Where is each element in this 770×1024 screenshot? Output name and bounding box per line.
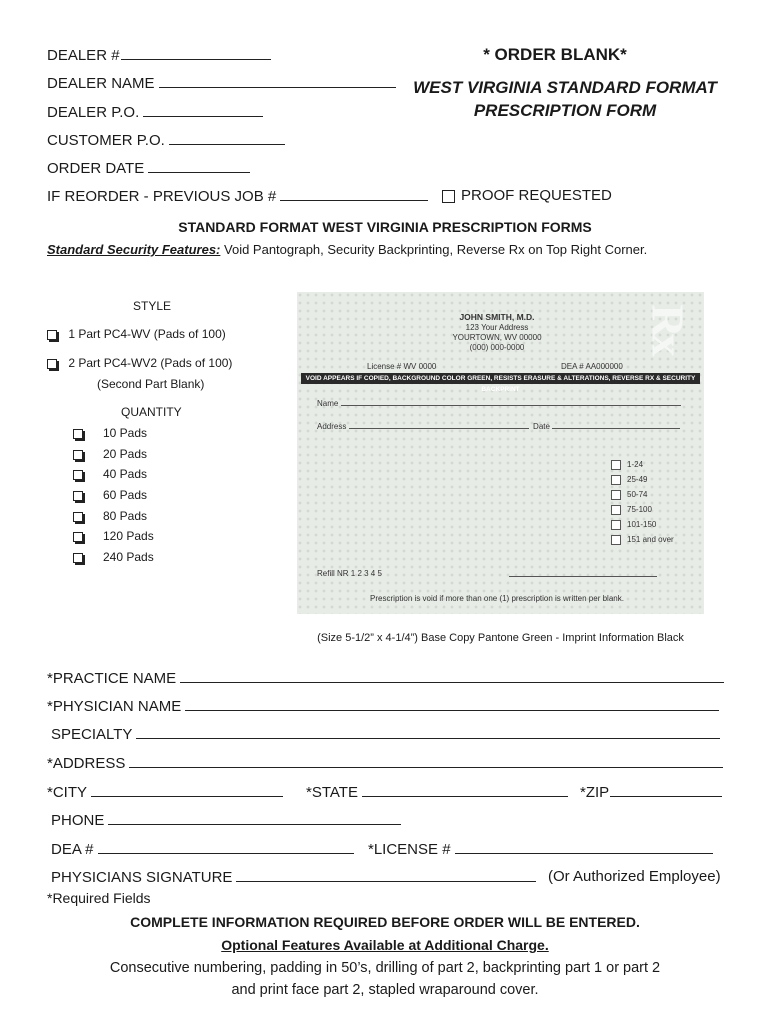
style-option-1[interactable]: 1 Part PC4-WV (Pads of 100) [47, 327, 226, 341]
sample-address1: 123 Your Address [465, 323, 529, 332]
quantity-option[interactable]: 20 Pads [73, 447, 147, 461]
specialty-field[interactable]: SPECIALTY [51, 725, 720, 743]
quantity-heading: QUANTITY [121, 405, 182, 419]
sample-address2: YOURTOWN, WV 00000 [452, 333, 542, 342]
complete-info-notice: COMPLETE INFORMATION REQUIRED BEFORE ORDER WILL BE ENTERED. [130, 914, 640, 930]
size-note: (Size 5-1/2” x 4-1/4”) Base Copy Pantone Green - Imprint Information Black [317, 632, 684, 644]
dealer-po-field[interactable]: DEALER P.O. [47, 103, 263, 121]
zip-field[interactable]: *ZIP [580, 783, 722, 801]
address-field[interactable]: *ADDRESS [47, 754, 723, 772]
range-option: 1-24 [611, 460, 643, 470]
rx-watermark: Rx [642, 304, 694, 353]
checkbox-icon [442, 190, 455, 203]
checkbox-icon [73, 491, 83, 501]
quantity-option[interactable]: 10 Pads [73, 426, 147, 440]
license-field[interactable]: *LICENSE # [368, 840, 713, 858]
dea-field[interactable]: DEA # [51, 840, 354, 858]
checkbox-icon [73, 512, 83, 522]
state-field[interactable]: *STATE [306, 783, 568, 801]
sample-void-note: Prescription is void if more than one (1) prescription is written per blank. [370, 594, 624, 603]
style-heading: STYLE [133, 299, 172, 313]
sample-refill: Refill NR 1 2 3 4 5 [317, 569, 382, 578]
authorized-note: (Or Authorized Employee) [548, 868, 721, 885]
city-field[interactable]: *CITY [47, 783, 283, 801]
sample-signature-line [509, 569, 657, 579]
sample-dea: DEA # AA000000 [561, 362, 623, 371]
practice-name-field[interactable]: *PRACTICE NAME [47, 669, 724, 687]
sample-name-line: Name [317, 398, 681, 408]
quantity-option[interactable]: 40 Pads [73, 467, 147, 481]
required-fields-note: *Required Fields [47, 890, 151, 906]
sample-address-line: Address Date [317, 421, 680, 431]
optional-features-line1: Consecutive numbering, padding in 50’s, drilling of part 2, backprinting part 1 or part 2 [109, 960, 661, 976]
order-date-field[interactable]: ORDER DATE [47, 159, 250, 177]
reorder-job-field[interactable]: IF REORDER - PREVIOUS JOB # [47, 187, 428, 205]
range-option: 50-74 [611, 490, 647, 500]
range-option: 151 and over [611, 535, 674, 545]
phone-field[interactable]: PHONE [51, 811, 401, 829]
signature-field[interactable]: PHYSICIANS SIGNATURE [51, 868, 536, 886]
customer-po-field[interactable]: CUSTOMER P.O. [47, 131, 285, 149]
checkbox-icon [73, 450, 83, 460]
range-option: 25-49 [611, 475, 647, 485]
sample-license: License # WV 0000 [367, 362, 437, 371]
optional-features-line2: and print face part 2, stapled wraparound cover. [231, 982, 539, 998]
checkbox-icon [47, 359, 57, 369]
checkbox-icon [73, 429, 83, 439]
range-option: 75-100 [611, 505, 652, 515]
order-blank-title: * ORDER BLANK* [483, 45, 627, 64]
style-note: (Second Part Blank) [97, 377, 205, 391]
security-features: Standard Security Features: Void Pantograph, Security Backprinting, Reverse Rx on Top Right Corner. [47, 242, 648, 257]
form-title-line2: PRESCRIPTION FORM [473, 101, 657, 120]
dealer-name-field[interactable]: DEALER NAME [47, 74, 396, 92]
sample-phone: (000) 000-0000 [469, 343, 525, 352]
quantity-option[interactable]: 80 Pads [73, 509, 147, 523]
style-option-2[interactable]: 2 Part PC4-WV2 (Pads of 100) [47, 356, 232, 370]
sample-prescription [297, 292, 704, 614]
physician-name-field[interactable]: *PHYSICIAN NAME [47, 697, 719, 715]
checkbox-icon [73, 553, 83, 563]
optional-features-heading: Optional Features Available at Additional Charge. [221, 937, 549, 953]
checkbox-icon [47, 330, 57, 340]
quantity-option[interactable]: 120 Pads [73, 529, 154, 543]
checkbox-icon [73, 532, 83, 542]
range-option: 101-150 [611, 520, 656, 530]
dealer-number-field[interactable]: DEALER # [47, 46, 271, 64]
form-title-line1: WEST VIRGINIA STANDARD FORMAT [413, 78, 717, 97]
security-band: VOID APPEARS IF COPIED, BACKGROUND COLOR GREEN, RESISTS ERASURE & ALTERATIONS, REVERSE RX & SECURITY BACKPRINT [301, 373, 700, 384]
section-heading: STANDARD FORMAT WEST VIRGINIA PRESCRIPTION FORMS [178, 219, 592, 235]
quantity-option[interactable]: 240 Pads [73, 550, 154, 564]
proof-requested-checkbox[interactable]: PROOF REQUESTED [442, 187, 612, 204]
checkbox-icon [73, 470, 83, 480]
sample-doctor: JOHN SMITH, M.D. [459, 312, 535, 322]
quantity-option[interactable]: 60 Pads [73, 488, 147, 502]
